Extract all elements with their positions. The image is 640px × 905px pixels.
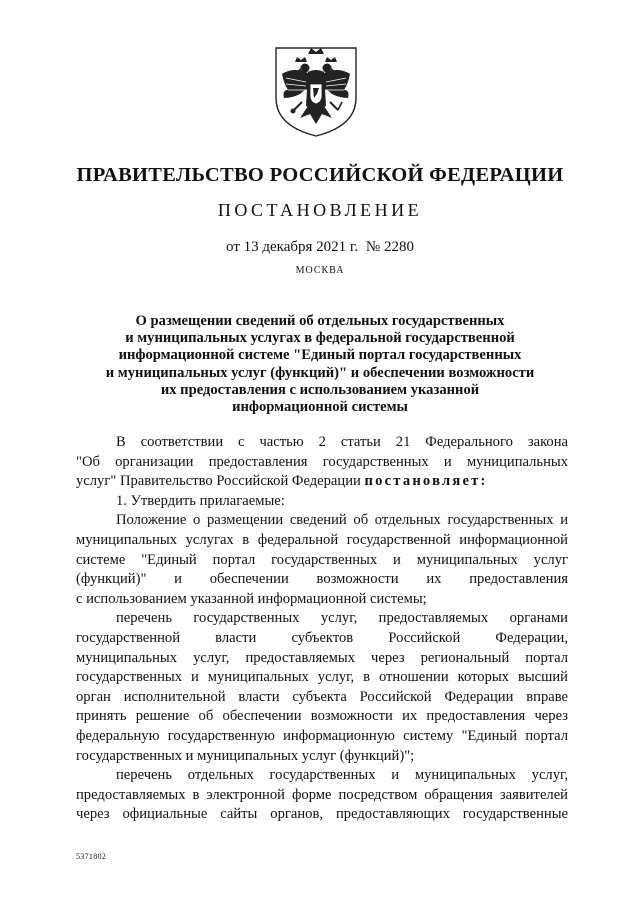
paragraph-line: орган исполнительной власти субъекта Российской Федерации вправе xyxy=(76,688,568,705)
paragraph-line: Положение о размещении сведений об отдельных государственных и xyxy=(116,512,568,529)
paragraph-line: системе "Единый портал государственных и муниципальных услуг xyxy=(76,551,568,568)
paragraph-line: с использованием указанной информационной системы; xyxy=(76,590,427,607)
document-date-number xyxy=(0,239,640,256)
item-line: 1. Утвердить прилагаемые: xyxy=(116,492,285,509)
paragraph-line: муниципальных услуг, предоставляемых через региональный портал xyxy=(76,649,568,666)
paragraph-line: В соответствии с частью 2 статьи 21 Федерального закона xyxy=(116,434,568,450)
heading-line: и муниципальных услугах в федеральной государственной xyxy=(125,330,515,347)
paragraph-line: муниципальных услугах в федеральной государственной информационной xyxy=(76,531,568,548)
paragraph-text: услуг" Правительство Российской Федерации xyxy=(76,473,361,490)
coat-of-arms-icon xyxy=(270,40,362,140)
heading-line: информационной системы xyxy=(232,399,408,416)
paragraph-line: через официальные сайты органов, предоставляющих государственные xyxy=(76,806,568,823)
paragraph-line: государственных и муниципальных услуг, в отношении которых высший xyxy=(76,669,568,686)
document-heading xyxy=(105,313,535,416)
paragraph-line: "Об организации предоставления государственных и муниципальных xyxy=(76,453,568,470)
paragraph-line: государственных и муниципальных услуг (функций)"; xyxy=(76,747,415,764)
government-title: ПРАВИТЕЛЬСТВО РОССИЙСКОЙ ФЕДЕРАЦИИ xyxy=(76,164,564,186)
heading-line: О размещении сведений об отдельных государственных xyxy=(135,313,505,329)
heading-line: и муниципальных услуг (функций)" и обеспечении возможности xyxy=(105,364,535,381)
paragraph-line: государственной власти субъектов Российской Федерации, xyxy=(76,629,568,646)
paragraph-line: принять решение об обеспечении возможности их предоставления через xyxy=(76,708,568,725)
decree-word: постановляет: xyxy=(364,473,488,490)
paragraph-line: предоставляемых в электронной форме посредством обращения заявителей xyxy=(76,786,568,803)
document-code: 5371802 xyxy=(76,852,107,861)
paragraph-line: перечень государственных услуг, предоставляемых органами xyxy=(116,610,568,627)
document-date: от 13 декабря 2021 г. xyxy=(226,239,359,255)
document-body xyxy=(76,433,568,825)
document-type: ПОСТАНОВЛЕНИЕ xyxy=(217,200,423,220)
paragraph-line xyxy=(76,472,568,492)
document-city: МОСКВА xyxy=(295,265,345,276)
paragraph-line: (функций)" и обеспечении возможности их предоставления xyxy=(76,571,568,588)
heading-line: их предоставления с использованием указанной xyxy=(160,381,480,398)
paragraph-line: перечень отдельных государственных и муниципальных услуг, xyxy=(116,767,568,784)
document-number: № 2280 xyxy=(365,239,414,255)
paragraph-line: федеральную государственную информационную систему "Единый портал xyxy=(76,727,568,744)
heading-line: информационной системе "Единый портал государственных xyxy=(118,347,522,364)
